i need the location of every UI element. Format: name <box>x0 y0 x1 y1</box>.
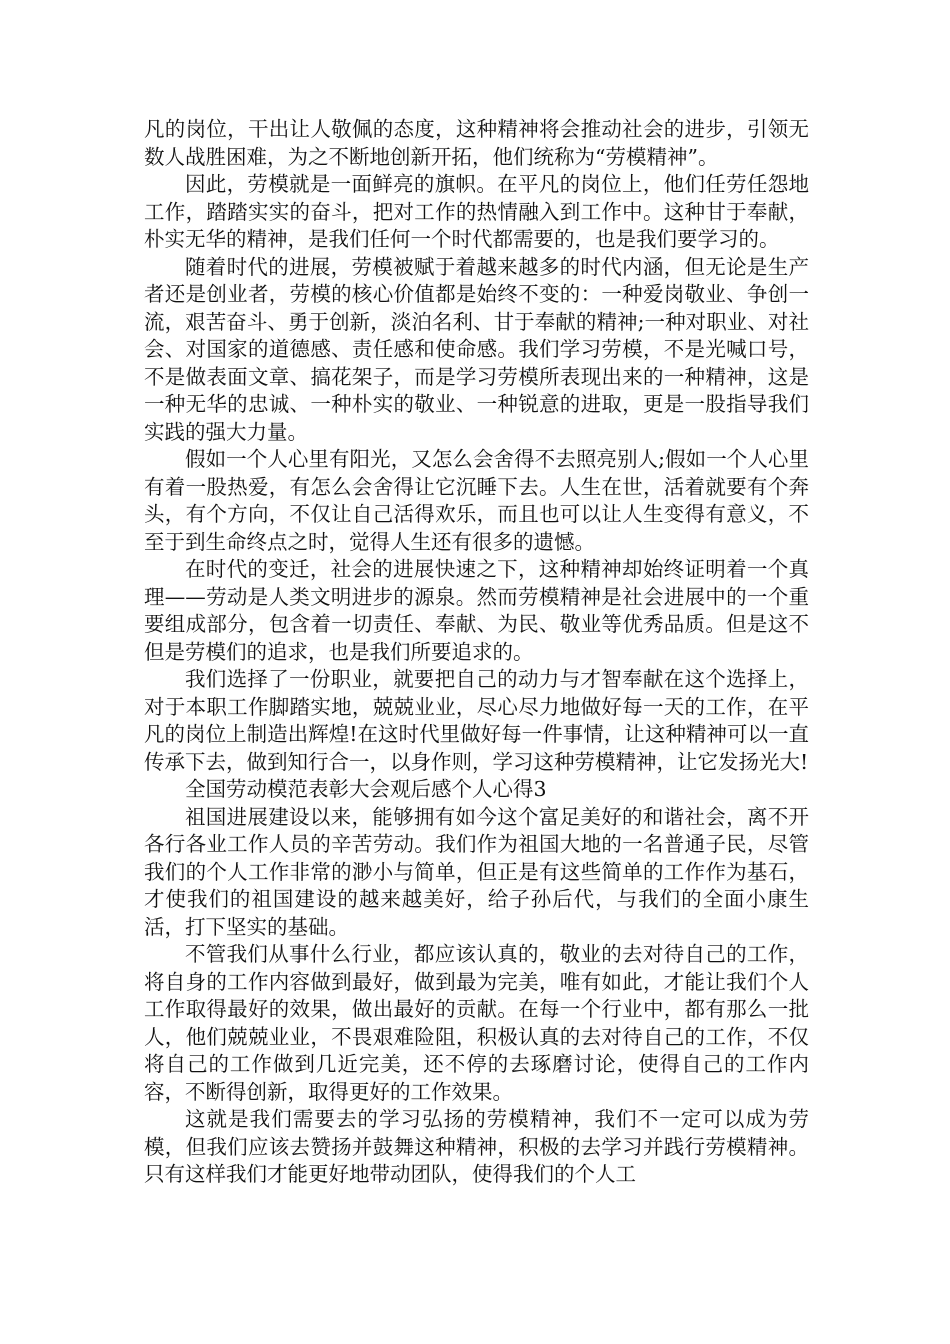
paragraph: 祖国进展建设以来，能够拥有如今这个富足美好的和谐社会，离不开各行各业工作人员的辛苦劳动。我们作为祖国大地的一名普通子民，尽管我们的个人工作非常的渺小与简单，但正是有这些简单的工作作为基石，才使我们的祖国建设的越来越美好，给子孙后代，与我们的全面小康生活，打下坚实的基础。 <box>144 804 809 939</box>
paragraph: 随着时代的进展，劳模被赋于着越来越多的时代内涵，但无论是生产者还是创业者，劳模的核心价值都是始终不变的：一种爱岗敬业、争创一流，艰苦奋斗、勇于创新，淡泊名利、甘于奉献的精神;一种对职业、对社会、对国家的道德感、责任感和使命感。我们学习劳模，不是光喊口号，不是做表面文章、搞花架子，而是学习劳模所表现出来的一种精神，这是一种无华的忠诚、一种朴实的敬业、一种锐意的进取，更是一股指导我们实践的强大力量。 <box>144 254 809 444</box>
paragraph: 不管我们从事什么行业，都应该认真的，敬业的去对待自己的工作，将自身的工作内容做到最好，做到最为完美，唯有如此，才能让我们个人工作取得最好的效果，做出最好的贡献。在每一个行业中，都有那么一批人，他们兢兢业业，不畏艰难险阻，积极认真的去对待自己的工作，不仅将自己的工作做到几近完美，还不停的去琢磨讨论，使得自己的工作内容，不断得创新，取得更好的工作效果。 <box>144 942 809 1104</box>
document-body <box>144 116 809 1189</box>
paragraph: 在时代的变迁，社会的进展快速之下，这种精神却始终证明着一个真理——劳动是人类文明进步的源泉。然而劳模精神是社会进展中的一个重要组成部分，包含着一切责任、奉献、为民、敬业等优秀品质。但是这不但是劳模们的追求，也是我们所要追求的。 <box>144 557 809 664</box>
paragraph: 假如一个人心里有阳光，又怎么会舍得不去照亮别人;假如一个人心里有着一股热爱，有怎么会舍得让它沉睡下去。人生在世，活着就要有个奔头，有个方向，不仅让自己活得欢乐，而且也可以让人生变得有意义，不至于到生命终点之时，觉得人生还有很多的遗憾。 <box>144 447 809 554</box>
paragraph: 因此，劳模就是一面鲜亮的旗帜。在平凡的岗位上，他们任劳任怨地工作，踏踏实实的奋斗，把对工作的热情融入到工作中。这种甘于奉献，朴实无华的精神，是我们任何一个时代都需要的，也是我们要学习的。 <box>144 172 809 251</box>
paragraph: 这就是我们需要去的学习弘扬的劳模精神，我们不一定可以成为劳模，但我们应该去赞扬并鼓舞这种精神，积极的去学习并践行劳模精神。只有这样我们才能更好地带动团队，使得我们的个人工 <box>144 1107 809 1186</box>
paragraph: 我们选择了一份职业，就要把自己的动力与才智奉献在这个选择上，对于本职工作脚踏实地，兢兢业业，尽心尽力地做好每一天的工作，在平凡的岗位上制造出辉煌!在这时代里做好每一件事情，让这种精神可以一直传承下去，做到知行合一，以身作则，学习这种劳模精神，让它发扬光大! <box>144 667 809 774</box>
section-heading: 全国劳动模范表彰大会观后感个人心得3 <box>185 777 547 801</box>
paragraph: 凡的岗位，干出让人敬佩的态度，这种精神将会推动社会的进步，引领无数人战胜困难，为之不断地创新开拓，他们统称为“劳模精神”。 <box>144 117 809 169</box>
